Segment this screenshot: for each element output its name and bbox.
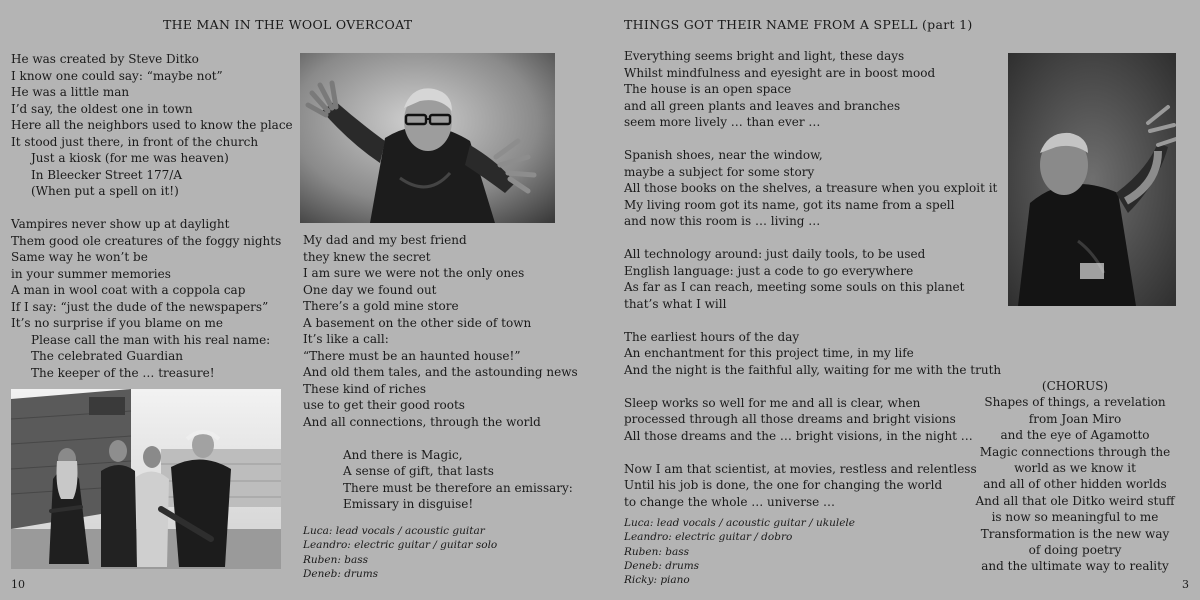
photo-man-raised-arm <box>1008 53 1176 306</box>
text-line: Luca: lead vocals / acoustic guitar <box>303 525 485 537</box>
text-line: I am sure we were not the only ones <box>303 266 525 280</box>
text-line: and the eye of Agamotto <box>1000 428 1150 443</box>
left-credits <box>303 524 497 581</box>
text-line: My living room got its name, got its name from a spell <box>624 197 955 212</box>
text-line: And all connections, through the world <box>303 414 541 429</box>
text-line: There’s a gold mine store <box>303 299 459 313</box>
text-line <box>624 230 1001 247</box>
text-line: Whilst mindfulness and eyesight are in boost mood <box>624 65 936 80</box>
text-line: Leandro: electric guitar / guitar solo <box>303 539 498 552</box>
text-line: Until his job is done, the one for changing the world <box>624 478 943 492</box>
text-line: Transformation is the new way <box>980 526 1170 541</box>
text-line: The house is an open space <box>624 82 792 96</box>
left-verse-1 <box>11 51 293 381</box>
text-line: maybe a subject for some story <box>624 164 815 179</box>
text-line: He was a little man <box>11 85 130 99</box>
text-line: The celebrated Guardian <box>31 349 184 363</box>
text-line: Ruben: bass <box>624 545 689 558</box>
text-line: It’s no surprise if you blame on me <box>11 316 223 330</box>
text-line: And old them tales, and the astounding news <box>303 365 578 379</box>
text-line: A basement on the other side of town <box>303 315 532 330</box>
text-line: Here all the neighbors used to know the place <box>11 118 293 132</box>
right-credits <box>624 516 855 587</box>
text-line: As far as I can reach, meeting some souls on this planet <box>624 280 965 294</box>
text-line: I know one could say: “maybe not” <box>11 68 223 83</box>
right-page-number: 3 <box>1182 578 1189 591</box>
text-line <box>303 430 578 447</box>
text-line: in your summer memories <box>11 266 171 281</box>
text-line: Ricky: piano <box>624 574 690 587</box>
text-line: It stood just there, in front of the church <box>11 134 259 149</box>
text-line: If I say: “just the dude of the newspapers” <box>11 299 269 314</box>
text-line: that’s what I will <box>624 296 727 311</box>
text-line: world as we know it <box>1014 461 1136 476</box>
right-song-title: THINGS GOT THEIR NAME FROM A SPELL (part 1) <box>624 17 973 32</box>
text-line: processed through all those dreams and bright visions <box>624 412 956 426</box>
text-line <box>624 378 1001 395</box>
text-line: Emissary in disguise! <box>343 497 474 511</box>
text-line: All those dreams and the … bright visions, in the night … <box>624 428 973 443</box>
text-line: Everything seems bright and light, these days <box>624 49 905 63</box>
text-line: There must be therefore an emissary: <box>343 480 573 495</box>
text-line: He was created by Steve Ditko <box>11 52 199 66</box>
text-line: and all green plants and leaves and branches <box>624 98 901 113</box>
text-line: A sense of gift, that lasts <box>343 464 494 478</box>
text-line: Just a kiosk (for me was heaven) <box>31 151 229 165</box>
text-line: (When put a spell on it!) <box>31 184 179 198</box>
text-line: Ruben: bass <box>303 553 368 566</box>
text-line: they knew the secret <box>303 249 431 264</box>
text-line: Vampires never show up at daylight <box>11 217 230 231</box>
text-line: Sleep works so well for me and all is clear, when <box>624 395 921 410</box>
text-line: In Bleecker Street 177/A <box>31 167 183 182</box>
right-verses <box>624 48 1001 510</box>
text-line: And there is Magic, <box>343 447 463 462</box>
text-line: I’d say, the oldest one in town <box>11 101 193 116</box>
text-line <box>11 200 293 217</box>
text-line: and now this room is … living … <box>624 214 821 228</box>
text-line: to change the whole … universe … <box>624 494 836 509</box>
text-line: Same way he won’t be <box>11 250 148 264</box>
text-line: of doing poetry <box>1028 543 1122 558</box>
text-line: Leandro: electric guitar / dobro <box>624 531 793 544</box>
text-line: These kind of riches <box>303 381 427 396</box>
text-line: All those books on the shelves, a treasure when you exploit it <box>624 181 998 195</box>
chorus-block <box>972 378 1178 575</box>
text-line: Deneb: drums <box>303 567 379 580</box>
text-line: English language: just a code to go everywhere <box>624 263 914 278</box>
text-line: Shapes of things, a revelation <box>984 395 1166 410</box>
text-line: My dad and my best friend <box>303 233 467 247</box>
photo-band-members <box>11 389 281 569</box>
left-page-number: 10 <box>11 578 25 591</box>
text-line <box>624 131 1001 148</box>
text-line: And all that ole Ditko weird stuff <box>975 493 1175 508</box>
text-line: Them good ole creatures of the foggy nights <box>11 233 282 248</box>
text-line <box>624 444 1001 461</box>
left-song-title: THE MAN IN THE WOOL OVERCOAT <box>163 17 413 32</box>
text-line: from Joan Miro <box>1028 411 1122 426</box>
text-line: The earliest hours of the day <box>624 329 800 344</box>
text-line: and the ultimate way to reality <box>981 559 1169 574</box>
text-line: “There must be an haunted house!” <box>303 348 521 363</box>
text-line: One day we found out <box>303 282 437 297</box>
text-line: Please call the man with his real name: <box>31 332 271 347</box>
text-line: is now so meaningful to me <box>991 510 1159 525</box>
text-line: Spanish shoes, near the window, <box>624 148 823 162</box>
left-verse-2 <box>303 232 578 513</box>
text-line: It’s like a call: <box>303 332 389 346</box>
text-line: Now I am that scientist, at movies, restless and relentless <box>624 461 977 476</box>
photo-man-gesturing <box>300 53 555 223</box>
text-line: Luca: lead vocals / acoustic guitar / ukulele <box>624 517 855 529</box>
text-line: Deneb: drums <box>624 559 700 572</box>
text-line: All technology around: just daily tools, to be used <box>624 247 926 261</box>
text-line: (CHORUS) <box>1041 379 1109 393</box>
text-line: and all of other hidden worlds <box>983 477 1167 492</box>
text-line: Magic connections through the <box>979 444 1171 459</box>
text-line: seem more lively … than ever … <box>624 115 821 129</box>
text-line <box>624 312 1001 329</box>
text-line: An enchantment for this project time, in my life <box>624 346 914 360</box>
text-line: The keeper of the … treasure! <box>31 365 215 380</box>
text-line: And the night is the faithful ally, waiting for me with the truth <box>624 362 1002 377</box>
text-line: use to get their good roots <box>303 398 465 412</box>
text-line: A man in wool coat with a coppola cap <box>11 283 246 297</box>
